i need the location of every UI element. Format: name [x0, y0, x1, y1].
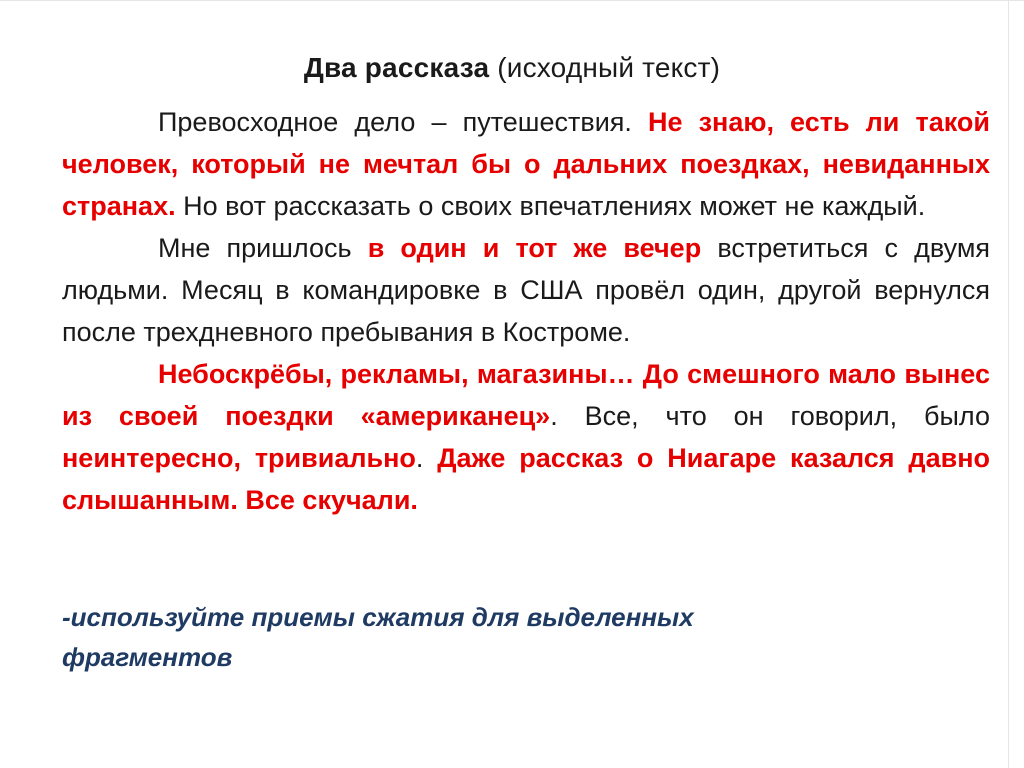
paragraph-3-highlight-2: До смешного мало вынес из своей поездки «американец»	[62, 359, 990, 431]
paragraph-3-highlight-4: Даже рассказ о Ниагаре казался давно слышанным. Все скучали.	[62, 443, 990, 515]
title-note: (исходный текст)	[489, 52, 721, 83]
title-main: Два рассказа	[303, 52, 490, 83]
paragraph-2	[62, 227, 990, 353]
paragraph-1-text-2: Но вот рассказать о своих впечатлениях может не каждый.	[175, 191, 926, 221]
paragraph-2-text-2: встретиться с двумя людьми. Месяц в командировке в США провёл один, другой вернулся после трехдневного пребывания в Костроме.	[62, 233, 991, 347]
paragraph-3-text-1: . Все, что он говорил, было	[550, 401, 990, 431]
slide-title	[0, 50, 1024, 86]
story-text	[62, 101, 990, 521]
paragraph-1-text-1: Превосходное дело – путешествия.	[158, 107, 649, 137]
paragraph-2-text-1: Мне пришлось	[158, 233, 368, 263]
paragraph-3	[62, 353, 990, 521]
paragraph-3-text-2: .	[415, 443, 438, 473]
task-line-1: -используйте приемы сжатия для выделенных	[62, 602, 694, 632]
paragraph-3-highlight-1: Небоскрёбы, рекламы, магазины…	[158, 359, 635, 389]
slide-border-line	[1008, 1, 1009, 768]
paragraph-1-highlight: Не знаю, есть ли такой человек, который не мечтал бы о дальних поездках, невиданных странах.	[62, 107, 991, 221]
paragraph-3-highlight-3: неинтересно, тривиально	[62, 443, 416, 473]
paragraph-2-highlight: в один и тот же вечер	[367, 233, 702, 263]
task-instruction	[62, 597, 822, 677]
paragraph-1	[62, 101, 990, 227]
task-line-2: фрагментов	[62, 642, 233, 672]
